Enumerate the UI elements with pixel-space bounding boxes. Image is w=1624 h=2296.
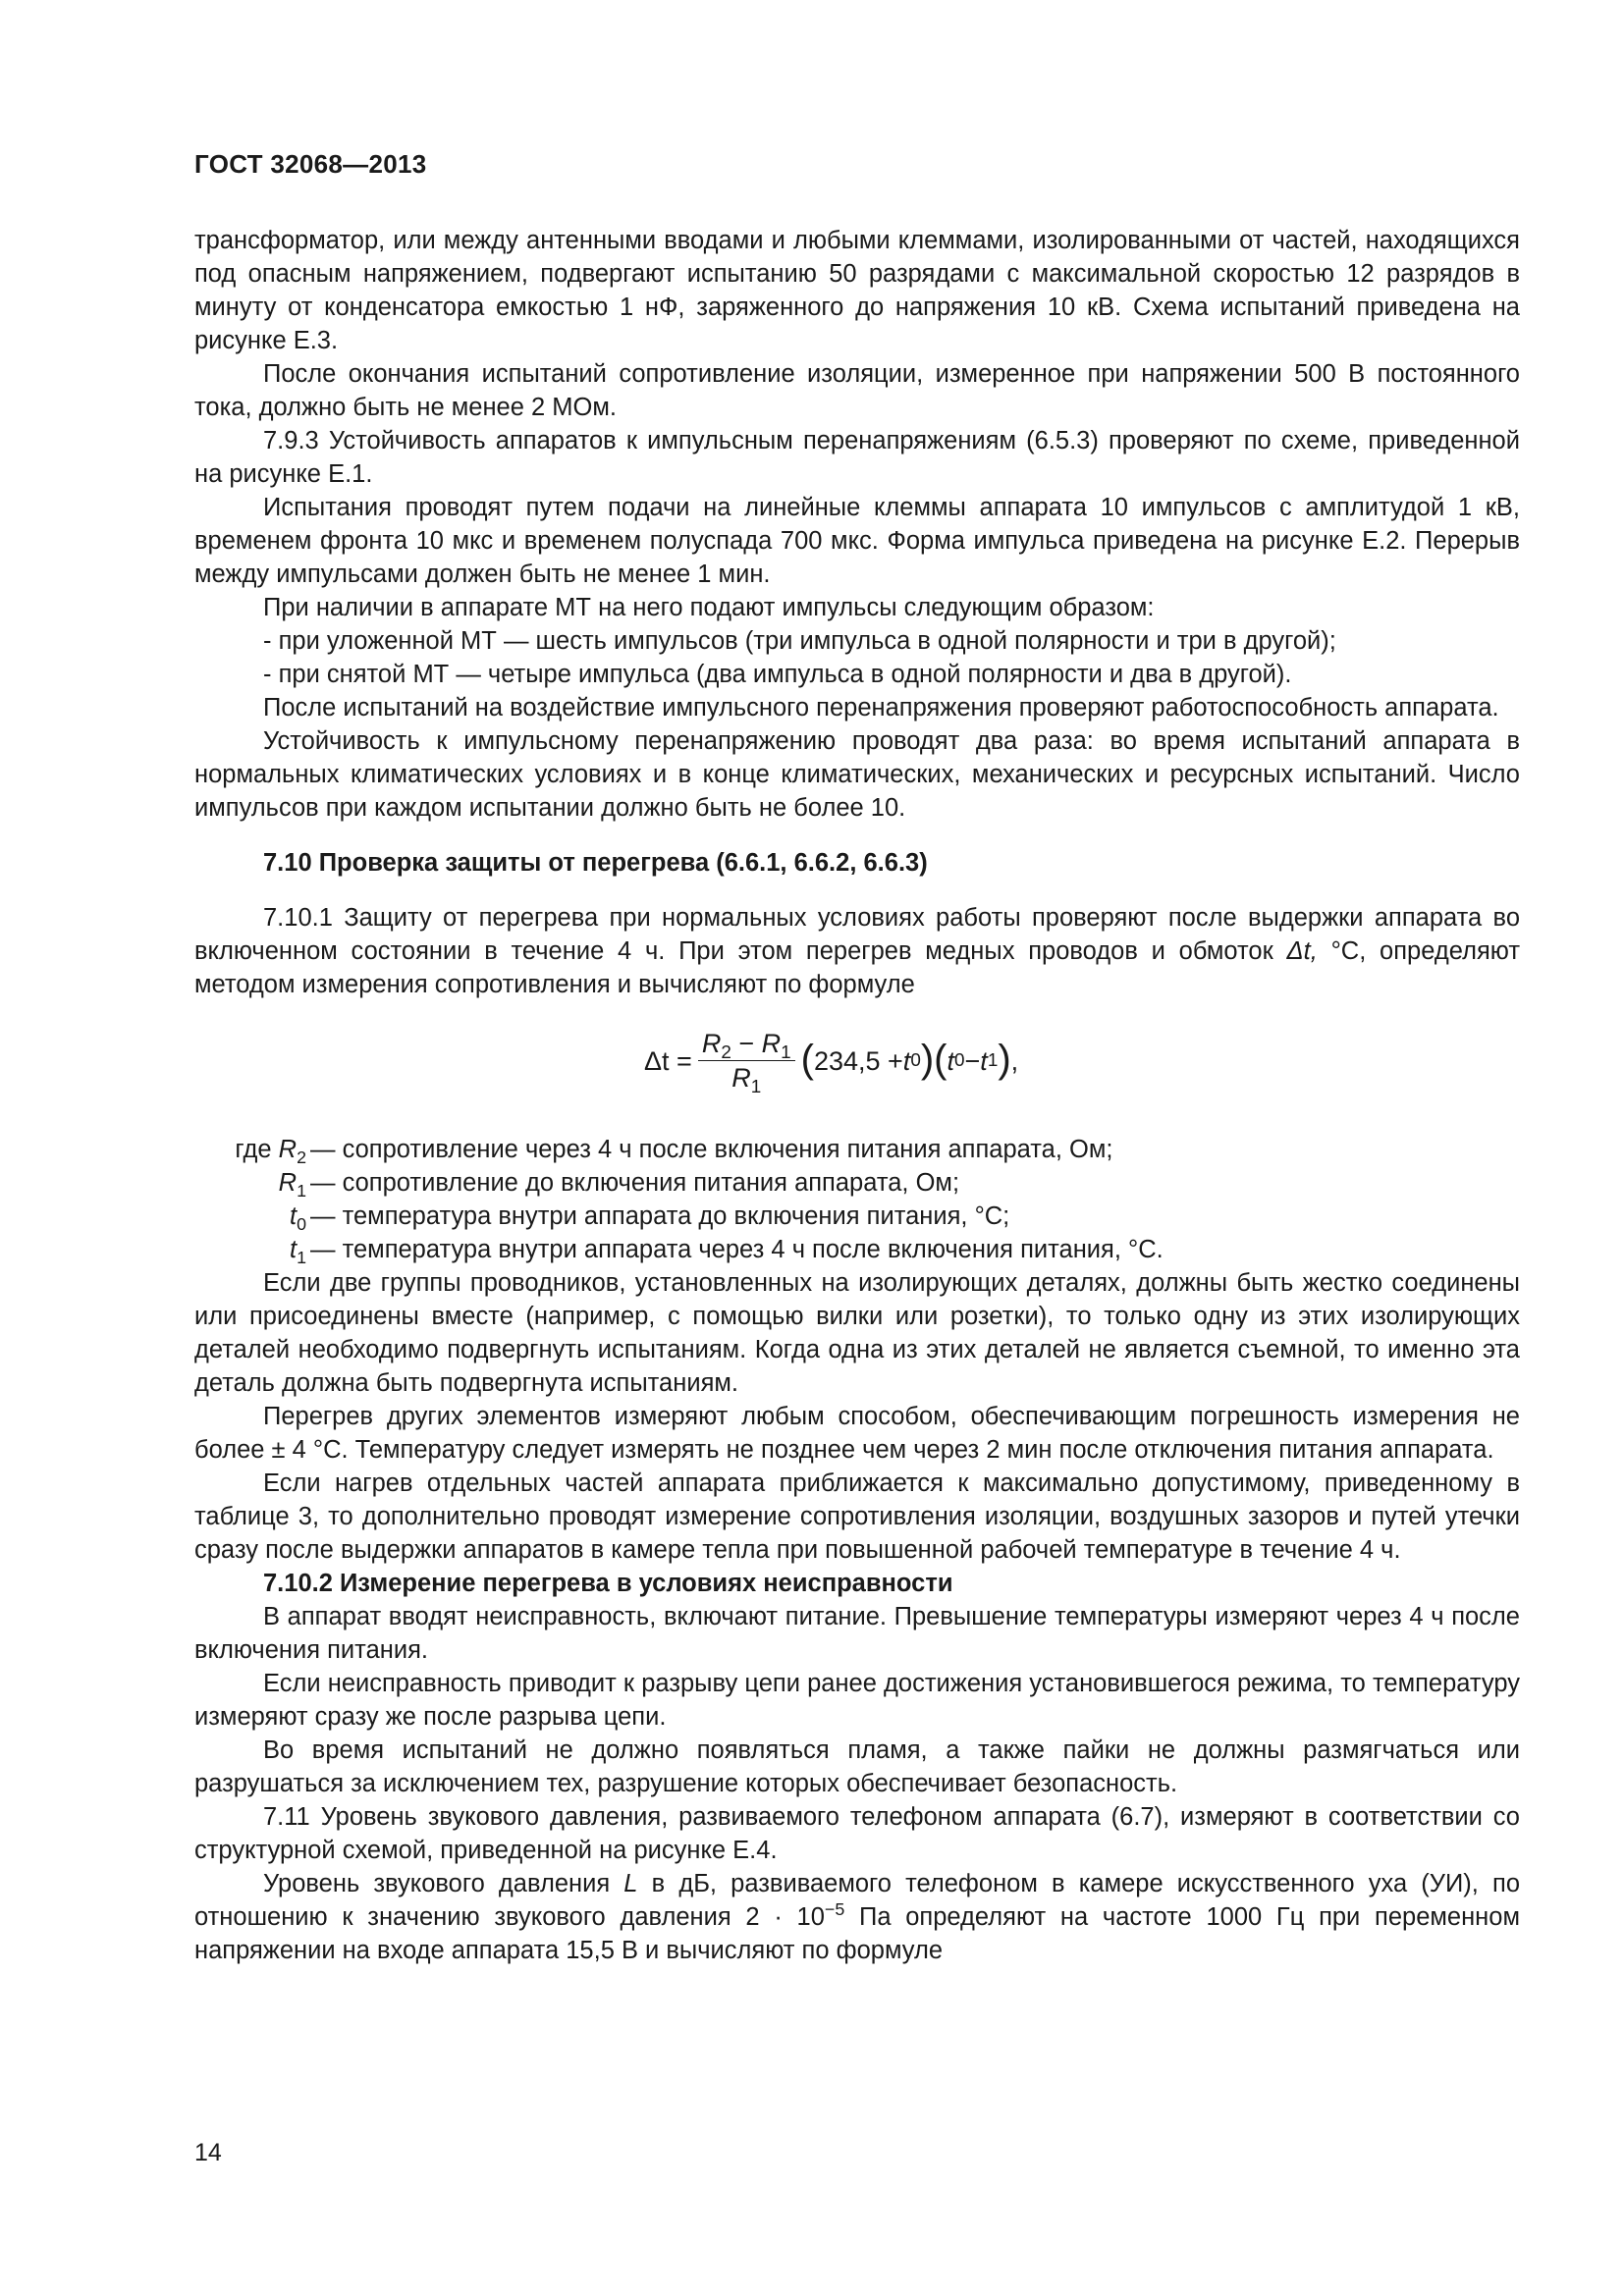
definition-symbol: [194, 1200, 306, 1233]
section-heading: 7.10 Проверка защиты от перегрева (6.6.1, 6.6.2, 6.6.3): [263, 849, 928, 877]
paragraph: 7.11 Уровень звукового давления, развиваемого телефоном аппарата (6.7), измеряют в соответствии со структурной схемой, приведенной на рисунке Е.4.: [194, 1803, 1520, 1864]
paragraph: В аппарат вводят неисправность, включают питание. Превышение температуры измеряют через 4 ч после включения питания.: [194, 1603, 1520, 1664]
definition-symbol: [194, 1133, 306, 1166]
list-item: - при снятой МТ — четыре импульса (два импульса в одной полярности и два в другой).: [263, 661, 1292, 688]
document-body: [194, 224, 1520, 1967]
definition-row: [194, 1166, 1520, 1200]
symbol-r: R: [761, 1029, 782, 1058]
paragraph: После окончания испытаний сопротивление изоляции, измеренное при напряжении 500 В постоянного тока, должно быть не менее 2 МОм.: [194, 360, 1520, 421]
symbol-t: t: [902, 1045, 911, 1076]
formula-denominator: [731, 1061, 762, 1097]
subscript: 2: [297, 1148, 306, 1167]
formula-fraction: [698, 1029, 795, 1097]
symbol: t: [289, 1202, 298, 1230]
symbol: R: [278, 1136, 298, 1163]
section-heading: 7.10.2 Измерение перегрева в условиях неисправности: [263, 1570, 953, 1597]
formula-numerator: [698, 1029, 795, 1061]
paragraph-text: °С, определяют методом измерения сопротивления и вычисляют по формуле: [194, 937, 1520, 998]
paragraph: Если нагрев отдельных частей аппарата приближается к максимально допустимому, приведенному в таблице 3, то дополнительно проводят измерение сопротивления изоляции, воздушных зазоров и путей утечки сразу после выдержки аппаратов в камере тепла при повышенной рабочей температуре в течение 4 ч.: [194, 1469, 1520, 1564]
paragraph-text: в дБ, развиваемого телефоном в камере искусственного уха (УИ), по отношению к значению звукового давления 2 · 10: [194, 1870, 1521, 1931]
paren: (: [934, 1037, 947, 1081]
paragraph-text: Па определяют на частоте 1000 Гц при переменном напряжении на входе аппарата 15,5 В и вычисляют по формуле: [194, 1903, 1520, 1964]
symbol: R: [278, 1169, 298, 1197]
paragraph-text: Уровень звукового давления: [263, 1870, 624, 1897]
subscript: 0: [297, 1214, 306, 1234]
subscript: 2: [721, 1042, 731, 1063]
symbol-t: t: [947, 1045, 954, 1076]
paragraph: [194, 901, 1520, 1001]
symbol-r: R: [701, 1029, 722, 1058]
subscript: 1: [297, 1248, 306, 1267]
symbol: t: [289, 1236, 298, 1263]
paren: (: [800, 1037, 814, 1081]
formula-lhs: Δt =: [644, 1045, 692, 1076]
paragraph: При наличии в аппарате МТ на него подают импульсы следующим образом:: [263, 594, 1155, 621]
subscript: 1: [750, 1077, 762, 1097]
paragraph: Устойчивость к импульсному перенапряжению проводят два раза: во время испытаний аппарата в нормальных климатических условиях и в конце климатических, механических и ресурсных испытаний. Число импульсов при каждом испытании должно быть не более 10.: [194, 727, 1520, 822]
paragraph: Если две группы проводников, установленных на изолирующих деталях, должны быть жестко соединены или присоединены вместе (например, с помощью вилки или розетки), то только одну из этих изолирующих деталей необходимо подвергнуть испытаниям. Когда одна из этих деталей не является съемной, то именно эта деталь должна быть подвергнута испытаниям.: [194, 1269, 1520, 1397]
operator: −: [731, 1029, 762, 1058]
definition-text: — температура внутри аппарата через 4 ч после включения питания, °С.: [310, 1236, 1164, 1263]
definition-symbol: [194, 1233, 306, 1266]
paragraph: Во время испытаний не должно появляться пламя, а также пайки не должны размягчаться или разрушаться за исключением тех, разрушение которых обеспечивает безопасность.: [194, 1736, 1520, 1797]
delta-t-symbol: Δt,: [1286, 937, 1318, 965]
definition-row: [194, 1133, 1520, 1166]
definition-symbol: [194, 1166, 306, 1200]
paragraph: Если неисправность приводит к разрыву цепи ранее достижения установившегося режима, то температуру измеряют сразу же после разрыва цепи.: [194, 1670, 1520, 1731]
formula-definitions: [194, 1133, 1520, 1266]
symbol-t: t: [980, 1045, 988, 1076]
definition-lead: где: [235, 1136, 279, 1163]
paren: ): [920, 1037, 935, 1081]
subscript: 1: [781, 1042, 791, 1063]
document-header: ГОСТ 32068—2013: [194, 149, 427, 179]
page-number: 14: [194, 2139, 222, 2166]
paren: ): [998, 1037, 1011, 1081]
paragraph: После испытаний на воздействие импульсного перенапряжения проверяют работоспособность аппарата.: [263, 694, 1499, 721]
definition-text: — температура внутри аппарата до включения питания, °С;: [310, 1202, 1010, 1230]
subscript: 1: [297, 1181, 306, 1201]
definition-row: [194, 1200, 1520, 1233]
paragraph-text: 7.10.1 Защиту от перегрева при нормальных условиях работы проверяют после выдержки аппарата во включенном состоянии в течение 4 ч. При этом перегрев медных проводов и обмоток: [194, 904, 1520, 965]
formula-constant: 234,5 +: [813, 1045, 903, 1076]
definition-text: — сопротивление до включения питания аппарата, Ом;: [310, 1169, 960, 1197]
formula-overheat: [194, 1011, 1520, 1119]
symbol-r: R: [731, 1063, 751, 1093]
formula-expression: Δt = $\frac{R_2 - R_1}{R_1}$ ( 234,5 + t 0 ) ( t 0 − t 1 ) ,: [644, 1029, 1019, 1097]
paragraph: Перегрев других элементов измеряют любым способом, обеспечивающим погрешность измерения не более ± 4 °С. Температуру следует измерять не позднее чем через 2 мин после отключения питания аппарата.: [194, 1403, 1520, 1464]
paragraph: [194, 1867, 1520, 1967]
symbol-l: L: [623, 1870, 638, 1897]
paragraph: трансформатор, или между антенными вводами и любыми клеммами, изолированными от частей, находящихся под опасным напряжением, подвергают испытанию 50 разрядами с максимальной скоростью 12 разрядов в минуту от конденсатора емкостью 1 нФ, заряженного до напряжения 10 кВ. Схема испытаний приведена на рисунке Е.3.: [194, 227, 1520, 354]
paragraph: Испытания проводят путем подачи на линейные клеммы аппарата 10 импульсов с амплитудой 1 кВ, временем фронта 10 мкс и временем полуспада 700 мкс. Форма импульса приведена на рисунке Е.2. Перерыв между импульсами должен быть не менее 1 мин.: [194, 494, 1520, 588]
list-item: - при уложенной МТ — шесть импульсов (три импульса в одной полярности и три в другой);: [263, 627, 1336, 655]
paragraph: 7.9.3 Устойчивость аппаратов к импульсным перенапряжениям (6.5.3) проверяют по схеме, приведенной на рисунке Е.1.: [194, 427, 1520, 488]
punctuation: ,: [1010, 1045, 1019, 1076]
definition-row: [194, 1233, 1520, 1266]
definition-text: — сопротивление через 4 ч после включения питания аппарата, Ом;: [310, 1136, 1113, 1163]
operator: −: [964, 1045, 981, 1076]
exponent: −5: [824, 1899, 845, 1919]
